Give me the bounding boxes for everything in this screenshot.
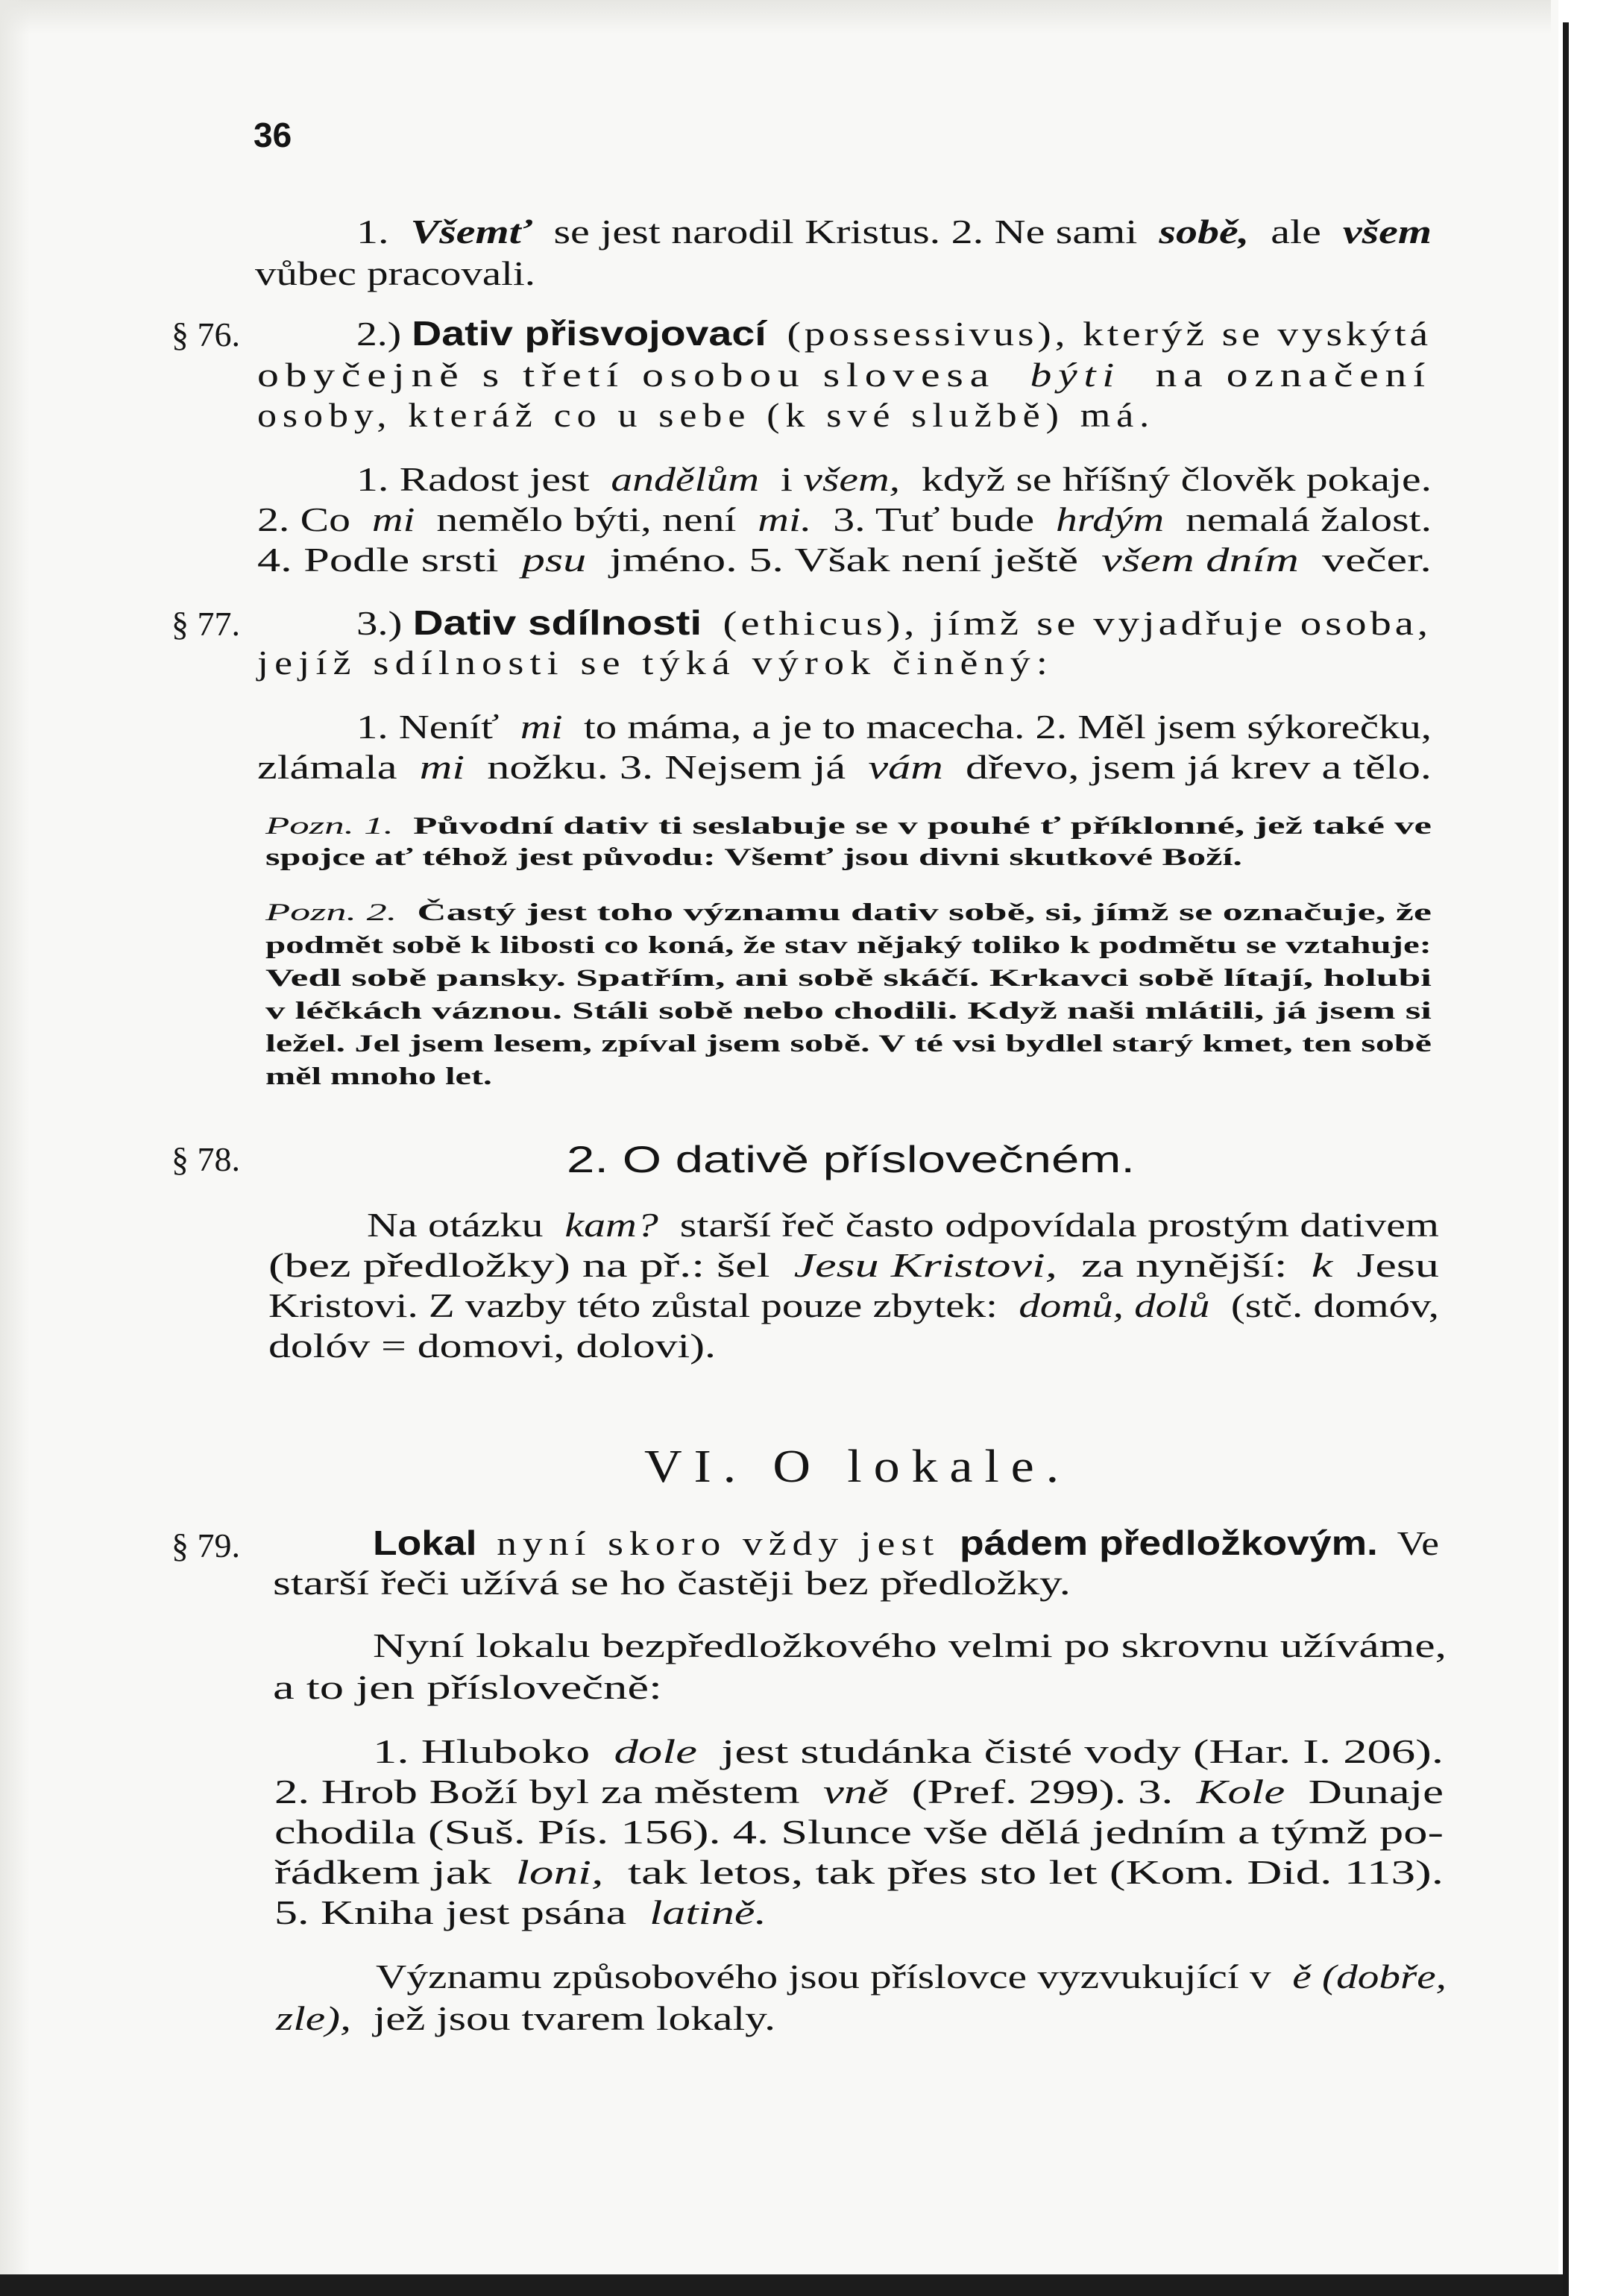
section-heading: 2. O dativě příslovečném. <box>567 1139 1135 1180</box>
example-line: 1. Hluboko dole jest studánka čisté vody (Har. I. 206). <box>373 1732 1444 1770</box>
example-line: 2. Co mi nemělo býti, není mi. 3. Tuť bude hrdým nemalá žalost. <box>257 500 1432 538</box>
section-text-line: osoby, kteráž co u sebe (k své službě) má. <box>257 396 1155 434</box>
section-text-line: 3.) Dativ sdílnosti (ethicus), jímž se vyjadřuje osoba, <box>356 603 1432 642</box>
section-number-79: § 79. <box>171 1526 240 1564</box>
note-line: v léčkách váznou. Stáli sobě nebo chodili. Když naši mlátili, já jsem si <box>265 998 1432 1025</box>
section-text-line: jejíž sdílnosti se týká výrok činěný: <box>257 644 1054 682</box>
section-text-line: 2.) Dativ přisvojovací (possessivus), kterýž se vyskýtá <box>356 314 1432 353</box>
example-line: zlámala mi nožku. 3. Nejsem já vám dřevo, jsem já krev a tělo. <box>257 748 1432 786</box>
page-number: 36 <box>254 116 292 154</box>
section-text-line: (bez předložky) na př.: šel Jesu Kristovi, za nynější: k Jesu <box>268 1246 1439 1284</box>
note-line: ležel. Jel jsem lesem, zpíval jsem sobě. V té vsi bydlel starý kmet, ten sobě <box>265 1031 1432 1057</box>
example-line: 1. Radost jest andělům i všem, když se hříšný člověk pokaje. <box>356 460 1432 498</box>
example-line: 4. Podle srsti psu jméno. 5. Však není ještě všem dním večer. <box>257 541 1432 579</box>
note-line: měl mnoho let. <box>265 1063 492 1090</box>
note-line: podmět sobě k libosti co koná, že stav nějaký toliko k podmětu se vztahuje: <box>265 932 1432 959</box>
scan-border-bottom <box>0 2274 1563 2296</box>
note-line: Vedl sobě pansky. Spatřím, ani sobě skáčí. Krkavci sobě lítají, holubi <box>265 965 1432 992</box>
section-text-line: zle), jež jsou tvarem lokaly. <box>276 1999 775 2037</box>
chapter-heading: VI. O lokale. <box>644 1441 1071 1492</box>
section-text-line: Na otázku kam? starší řeč často odpovídala prostým dativem <box>367 1206 1439 1244</box>
example-line: vůbec pracovali. <box>255 254 535 292</box>
section-text-line: Kristovi. Z vazby této zůstal pouze zbytek: domů, dolů (stč. domóv, <box>268 1286 1439 1324</box>
example-line: 1. Všemť se jest narodil Kristus. 2. Ne sami sobě, ale všem <box>356 213 1432 251</box>
example-line: chodila (Suš. Pís. 156). 4. Slunce vše dělá jedním a týmž po- <box>274 1813 1444 1851</box>
section-number-76: § 76. <box>171 315 240 353</box>
section-number-77: § 77. <box>171 605 240 643</box>
section-text-line: Lokal nyní skoro vždy jest pádem předložkovým. Ve <box>373 1523 1439 1562</box>
note-line: Pozn. 1. Původní dativ ti seslabuje se v pouhé ť příklonné, jež také ve <box>265 813 1432 840</box>
section-text-line: a to jen příslovečně: <box>273 1668 662 1706</box>
section-text-line: obyčejně s třetí osobou slovesa býti na označení <box>257 356 1432 394</box>
section-text-line: starší řeči užívá se ho častěji bez předložky. <box>273 1564 1071 1602</box>
example-line: 2. Hrob Boží byl za městem vně (Pref. 299). 3. Kole Dunaje <box>274 1773 1444 1811</box>
page-edge-shadow-left <box>0 0 30 2296</box>
scan-border-right <box>1563 22 1569 2296</box>
section-number-78: § 78. <box>171 1140 240 1178</box>
page-edge-shadow-top <box>0 0 1551 34</box>
note-line: spojce ať téhož jest původu: Všemť jsou divni skutkové Boží. <box>265 844 1242 871</box>
section-text-line: dolóv = domovi, dolovi). <box>268 1327 716 1365</box>
example-line: 5. Kniha jest psána latině. <box>274 1893 767 1931</box>
example-line: řádkem jak loni, tak letos, tak přes sto let (Kom. Did. 113). <box>274 1853 1444 1891</box>
section-text-line: Nyní lokalu bezpředložkového velmi po skrovnu užíváme, <box>373 1626 1447 1664</box>
section-text-line: Významu způsobového jsou příslovce vyzvukující v ě (dobře, <box>376 1957 1447 1995</box>
example-line: 1. Neníť mi to máma, a je to macecha. 2. Měl jsem sýkorečku, <box>356 708 1432 746</box>
note-line: Pozn. 2. Častý jest toho významu dativ sobě, si, jímž se označuje, že <box>265 899 1432 926</box>
